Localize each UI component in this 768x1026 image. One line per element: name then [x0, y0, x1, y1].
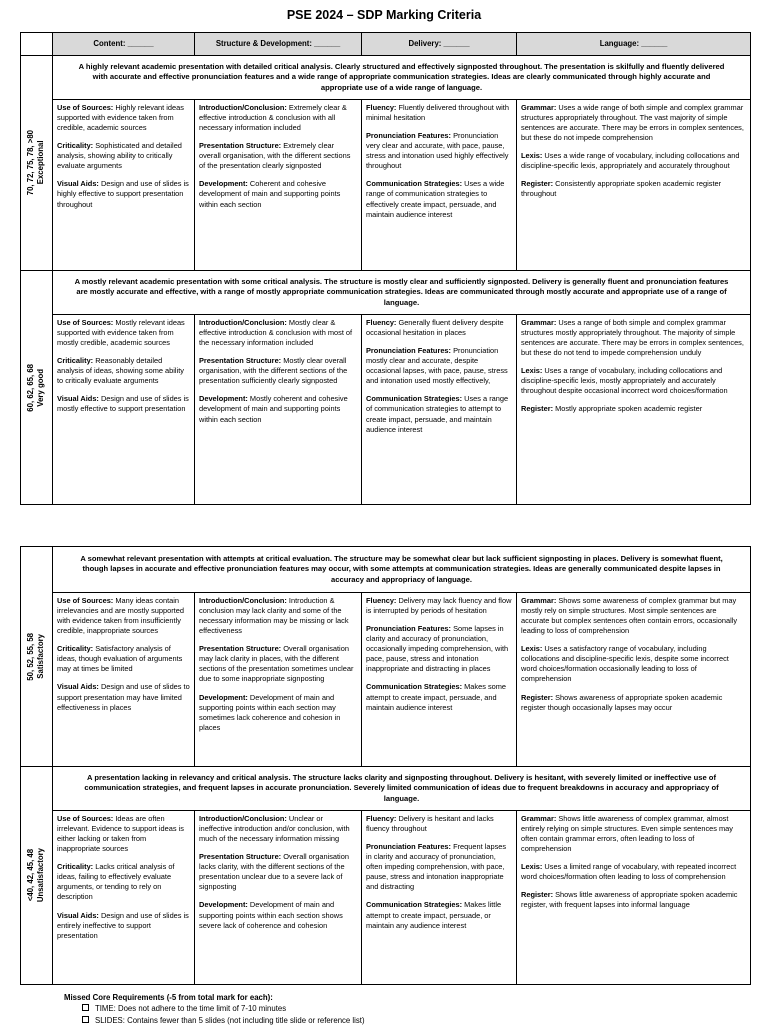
- criterion-item: [521, 179, 746, 199]
- criterion-label: Register:: [521, 890, 554, 900]
- criterion-label: Pronunciation Features:: [366, 624, 452, 634]
- criterion-item: [199, 394, 357, 424]
- band-label-satisfactory: [21, 547, 53, 767]
- criterion-label: Communication Strategies:: [366, 682, 463, 692]
- criterion-text: Overall organisation may lack clarity in places, with the different sections of the presentation sometimes unclear due to some inappropriate signposting: [199, 644, 354, 684]
- criterion-item: [199, 644, 357, 684]
- criterion-item: [521, 693, 746, 713]
- criterion-item: [521, 890, 746, 910]
- criterion-label: Criticality:: [57, 862, 94, 872]
- criterion-item: [57, 103, 190, 133]
- criterion-label: Criticality:: [57, 141, 94, 151]
- criterion-text: Uses a satisfactory range of vocabulary, including collocations and discipline-specific lexis, despite some incorrect word choices/formation occasionally leading to loss of comprehension: [521, 644, 729, 684]
- criterion-text: Uses a range of both simple and complex grammar structures mostly appropriately throughout. The majority of simple sentences are accurate. There may be errors in complex sentences, but these do not tend to impede comprehension unduly: [521, 318, 744, 358]
- criterion-text: Shows little awareness of appropriate spoken academic register, with frequent lapses into informal language: [521, 890, 738, 910]
- criterion-item: [366, 103, 512, 123]
- criterion-label: Fluency:: [366, 103, 397, 112]
- criterion-text: Delivery is hesitant and lacks fluency throughout: [366, 814, 494, 834]
- criterion-label: Grammar:: [521, 103, 557, 112]
- criterion-item: [57, 318, 190, 348]
- criterion-item: [366, 682, 512, 712]
- criterion-item: [57, 141, 190, 171]
- page-title: PSE 2024 – SDP Marking Criteria: [286, 8, 482, 22]
- criterion-label: Use of Sources:: [57, 814, 114, 823]
- criterion-label: Development:: [199, 900, 248, 910]
- criteria-cell: [195, 593, 362, 767]
- criterion-item: [57, 394, 190, 414]
- criterion-item: [57, 179, 190, 209]
- criterion-text: Introduction & conclusion may lack clarity and some of the necessary information may be missing or lack effectiveness: [199, 596, 349, 636]
- criterion-label: Lexis:: [521, 366, 543, 376]
- criterion-text: Coherent and cohesive development of main and supporting points within each section: [199, 179, 341, 209]
- criteria-cell: [517, 811, 751, 985]
- criterion-label: Visual Aids:: [57, 910, 99, 920]
- criterion-item: [57, 911, 190, 941]
- criterion-text: Frequent lapses in clarity and accuracy of pronunciation, often impeding comprehension, with pace, pause, stress and intonation inappropriate and distracting: [366, 842, 507, 892]
- criterion-label: Introduction/Conclusion:: [199, 103, 287, 112]
- band-criteria-row: [21, 593, 751, 767]
- criterion-text: Design and use of slides is highly effective to support presentation throughout: [57, 179, 189, 209]
- criterion-text: Uses a wide range of both simple and complex grammar structures appropriately throughout. The vast majority of simple sentences are accurate. There may be errors in complex sentences, but these do not impede comprehension: [521, 103, 744, 143]
- criterion-item: [366, 624, 512, 674]
- checkbox-icon: [82, 1016, 89, 1023]
- criterion-label: Communication Strategies:: [366, 179, 463, 189]
- criterion-item: [199, 103, 357, 133]
- band-scores: 50, 52, 55, 58: [26, 632, 36, 681]
- criterion-label: Lexis:: [521, 644, 543, 654]
- band-summary: A presentation lacking in relevancy and critical analysis. The structure lacks clarity and signposting throughout. Delivery is hesitant, with severely limited or ineffective use of communication strategies, and frequent lapses in accurate pronunciation. Severely limited communication of ideas due to frequent breakdowns in accuracy and appropriacy of language.: [53, 767, 751, 811]
- criteria-cell: [362, 315, 517, 505]
- criterion-text: Highly relevant ideas supported with evidence taken from credible, academic sources: [57, 103, 184, 133]
- notes-item-text: TIME: Does not adhere to the time limit of 7-10 minutes: [95, 1004, 287, 1014]
- criterion-text: Pronunciation mostly clear and accurate, despite occasional lapses, with pace, pause, stress and intonation used mostly effectively,: [366, 346, 508, 386]
- criterion-item: [199, 814, 357, 844]
- band-criteria-row: [21, 100, 751, 271]
- criterion-label: Visual Aids:: [57, 179, 99, 189]
- checkbox-icon: [82, 1004, 89, 1011]
- criterion-text: Shows awareness of appropriate spoken academic register though occasionally lapses may occur: [521, 692, 723, 712]
- criterion-label: Lexis:: [521, 151, 543, 161]
- criterion-item: [521, 814, 746, 854]
- band-label-exceptional: [21, 56, 53, 271]
- criterion-label: Fluency:: [366, 814, 397, 823]
- criterion-item: [199, 900, 357, 930]
- criterion-text: Design and use of slides is entirely ineffective to support presentation: [57, 910, 189, 940]
- criterion-label: Grammar:: [521, 596, 557, 605]
- criterion-text: Extremely clear & effective introduction & conclusion with all necessary information included: [199, 103, 347, 133]
- missed-core-requirements: [64, 992, 365, 1026]
- criterion-item: [521, 644, 746, 684]
- band-summary-row: [21, 547, 751, 593]
- criterion-item: [57, 814, 190, 854]
- criteria-cell: [53, 593, 195, 767]
- criterion-label: Pronunciation Features:: [366, 131, 452, 141]
- criteria-cell: [362, 811, 517, 985]
- criterion-text: Development of main and supporting points within each section shows severe lack of coherence and cohesion: [199, 900, 343, 930]
- criterion-text: Uses a range of vocabulary, including collocations and discipline-specific lexis, mostly appropriately and accurately throughout despite occasional incorrect word choices/formation: [521, 366, 728, 396]
- criterion-item: [366, 900, 512, 930]
- band-summary: A mostly relevant academic presentation with some critical analysis. The structure is mostly clear and sufficiently signposted. Delivery is generally fluent and pronunciation features are mostly accurate and effective, with a range of mostly appropriate communication strategies. Ideas are communicated through mostly accurate and appropriate use of a range of language.: [53, 271, 751, 315]
- criterion-label: Use of Sources:: [57, 318, 114, 327]
- criterion-text: Fluently delivered throughout with minimal hesitation: [366, 103, 509, 123]
- band-criteria-row: [21, 315, 751, 505]
- criterion-label: Register:: [521, 404, 554, 414]
- rubric-table-top: [20, 32, 751, 505]
- criterion-label: Register:: [521, 692, 554, 702]
- criterion-item: [366, 842, 512, 892]
- header-content: Content: ______: [53, 33, 195, 56]
- header-language: Language: ______: [517, 33, 751, 56]
- criterion-item: [521, 404, 746, 414]
- criterion-text: Pronunciation very clear and accurate, with pace, pause, stress and intonation used highly effectively throughout: [366, 131, 509, 171]
- criterion-item: [366, 179, 512, 219]
- rubric-table-bottom: [20, 546, 751, 985]
- criterion-label: Criticality:: [57, 644, 94, 654]
- criterion-item: [57, 682, 190, 712]
- criterion-item: [199, 141, 357, 171]
- criterion-text: Makes some attempt to create impact, persuade, and maintain audience interest: [366, 682, 507, 712]
- criterion-text: Mostly coherent and cohesive development of main and supporting points within each section: [199, 394, 348, 424]
- criterion-label: Presentation Structure:: [199, 852, 282, 862]
- criterion-text: Shows little awareness of complex grammar, almost entirely relying on simple structures. Even simple sentences may often contain grammar errors, often leading to loss of comprehension: [521, 814, 733, 854]
- criterion-text: Mostly clear & effective introduction & conclusion with most of the necessary information included: [199, 318, 353, 348]
- criterion-label: Pronunciation Features:: [366, 842, 452, 852]
- criterion-item: [57, 596, 190, 636]
- criterion-text: Delivery may lack fluency and flow is interrupted by periods of hesitation: [366, 596, 512, 616]
- criterion-label: Pronunciation Features:: [366, 346, 452, 356]
- criterion-text: Mostly relevant ideas supported with evidence taken from mostly credible, academic sources: [57, 318, 185, 348]
- criterion-item: [199, 356, 357, 386]
- criterion-label: Presentation Structure:: [199, 356, 282, 366]
- band-label-very-good: [21, 271, 53, 505]
- criteria-cell: [195, 811, 362, 985]
- band-scores: <40, 42, 45, 48: [26, 849, 36, 902]
- criterion-item: [366, 131, 512, 171]
- band-name: Very good: [36, 368, 46, 407]
- band-summary: A highly relevant academic presentation with detailed critical analysis. Clearly structured and effectively signposted throughout. The presentation is skilfully and fluently delivered with accurate and effective pronunciation features and a wide range of appropriate communication strategies. Ideas are clearly communicated through highly accurate and appropriate use of a wide range of language.: [53, 56, 751, 100]
- criterion-text: Mostly appropriate spoken academic register: [553, 404, 703, 414]
- criterion-text: Consistently appropriate spoken academic register throughout: [521, 179, 722, 199]
- notes-title: Missed Core Requirements (-5 from total mark for each):: [64, 993, 273, 1002]
- criteria-cell: [53, 811, 195, 985]
- criterion-item: [521, 596, 746, 636]
- criterion-label: Criticality:: [57, 356, 94, 366]
- criteria-cell: [517, 315, 751, 505]
- criterion-item: [521, 318, 746, 358]
- criterion-item: [521, 862, 746, 882]
- criterion-item: [199, 179, 357, 209]
- criterion-text: Some lapses in clarity and accuracy of pronunciation, occasionally impeding comprehension, with pace, pause, stress and intonation inappropriate and distracting in places: [366, 624, 509, 674]
- criterion-label: Communication Strategies:: [366, 900, 463, 910]
- criterion-text: Unclear or ineffective introduction and/or conclusion, with much of the necessary information missing: [199, 814, 350, 844]
- criterion-item: [521, 103, 746, 143]
- criterion-item: [199, 852, 357, 892]
- criterion-label: Development:: [199, 692, 248, 702]
- criterion-text: Makes little attempt to create impact, persuade, or maintain any audience interest: [366, 900, 502, 930]
- criterion-label: Introduction/Conclusion:: [199, 596, 287, 605]
- criteria-cell: [362, 100, 517, 271]
- criterion-label: Visual Aids:: [57, 682, 99, 692]
- notes-item-text: SLIDES: Contains fewer than 5 slides (not including title slide or reference list): [95, 1015, 365, 1025]
- band-summary-row: [21, 767, 751, 811]
- criteria-cell: [517, 100, 751, 271]
- criterion-text: Overall organisation lacks clarity, with the different sections of the presentation unclear due to a severe lack of signposting: [199, 852, 349, 892]
- criterion-text: Sophisticated and detailed analysis, showing ability to critically evaluate arguments: [57, 141, 182, 171]
- criteria-cell: [195, 100, 362, 271]
- criterion-text: Uses a range of communication strategies to attempt to create impact, persuade, and maintain audience interest: [366, 394, 509, 434]
- criterion-label: Development:: [199, 179, 248, 189]
- header-row: [21, 33, 751, 56]
- header-delivery: Delivery: ______: [362, 33, 517, 56]
- criterion-label: Introduction/Conclusion:: [199, 318, 287, 327]
- criterion-label: Use of Sources:: [57, 596, 114, 605]
- criterion-label: Grammar:: [521, 318, 557, 327]
- criterion-item: [57, 862, 190, 902]
- criterion-label: Presentation Structure:: [199, 141, 282, 151]
- criterion-label: Fluency:: [366, 596, 397, 605]
- criterion-item: [521, 151, 746, 171]
- band-label-unsatisfactory: [21, 767, 53, 985]
- criteria-cell: [362, 593, 517, 767]
- criterion-label: Use of Sources:: [57, 103, 114, 112]
- criterion-item: [57, 356, 190, 386]
- notes-item: [64, 1015, 365, 1026]
- criterion-text: Uses a limited range of vocabulary, with repeated incorrect word choices/formation often leading to loss of comprehension: [521, 862, 737, 882]
- criterion-item: [366, 394, 512, 434]
- criteria-cell: [53, 100, 195, 271]
- band-summary-row: [21, 271, 751, 315]
- header-structure: Structure & Development: ______: [195, 33, 362, 56]
- criterion-label: Communication Strategies:: [366, 394, 463, 404]
- criterion-label: Development:: [199, 394, 248, 404]
- criterion-item: [521, 366, 746, 396]
- criterion-text: Extremely clear overall organisation, with the different sections of the presentation clearly signposted: [199, 141, 351, 171]
- criterion-label: Presentation Structure:: [199, 644, 282, 654]
- criterion-text: Shows some awareness of complex grammar but may mostly rely on simple structures. Most simple sentences are accurate but complex sentences often contain errors, occasionally leading to loss of comprehension: [521, 596, 738, 636]
- criterion-text: Uses a wide range of vocabulary, including collocations and discipline-specific lexis, appropriately and accurately throughout: [521, 151, 740, 171]
- criteria-cell: [517, 593, 751, 767]
- criterion-label: Fluency:: [366, 318, 397, 327]
- criterion-text: Mostly clear overall organisation, with the different sections of the presentation sufficiently clearly signposted: [199, 356, 348, 386]
- criteria-cell: [195, 315, 362, 505]
- criterion-text: Development of main and supporting points within each section may sometimes lack coherence and cohesion in places: [199, 692, 341, 732]
- criterion-text: Design and use of slides to support presentation may have limited effectiveness in places: [57, 682, 190, 712]
- criterion-label: Visual Aids:: [57, 394, 99, 404]
- criterion-text: Many ideas contain irrelevancies and are mostly supported with evidence taken from insufficiently credible, inappropriate sources: [57, 596, 184, 636]
- band-summary-row: [21, 56, 751, 100]
- criterion-text: Ideas are often irrelevant. Evidence to support ideas is either lacking or taken from inappropriate sources: [57, 814, 184, 854]
- band-name: Satisfactory: [36, 634, 46, 679]
- criterion-item: [57, 644, 190, 674]
- criteria-cell: [53, 315, 195, 505]
- criterion-text: Generally fluent delivery despite occasional hesitation in places: [366, 318, 504, 338]
- criterion-label: Grammar:: [521, 814, 557, 823]
- band-scores: 60, 62, 65, 68: [26, 363, 36, 412]
- band-scores: 70, 72, 75, 78, >80: [26, 130, 36, 196]
- band-name: Unsatisfactory: [36, 848, 46, 903]
- criterion-item: [199, 693, 357, 733]
- criterion-text: Design and use of slides is mostly effective to support presentation: [57, 394, 189, 414]
- criterion-label: Lexis:: [521, 862, 543, 872]
- band-name: Exceptional: [36, 141, 46, 185]
- criterion-item: [199, 318, 357, 348]
- criterion-item: [199, 596, 357, 636]
- criterion-item: [366, 596, 512, 616]
- notes-item: [64, 1003, 365, 1014]
- band-summary: A somewhat relevant presentation with attempts at critical evaluation. The structure may be somewhat clear but lack sufficient signposting in places. Delivery is somewhat fluent, though lapses in accurate and effective pronunciation features may occur, with some attempts at communication strategies. Ideas are generally communicated despite lapses in accuracy and appropriacy of language.: [53, 547, 751, 593]
- criterion-label: Introduction/Conclusion:: [199, 814, 287, 823]
- criterion-item: [366, 318, 512, 338]
- criterion-label: Register:: [521, 179, 554, 189]
- band-criteria-row: [21, 811, 751, 985]
- criterion-text: Lacks critical analysis of ideas, failing to effectively evaluate arguments, or tending to rely on description: [57, 862, 175, 902]
- criterion-text: Satisfactory analysis of ideas, though evaluation of arguments may at times be limited: [57, 644, 183, 674]
- criterion-text: Uses a wide range of communication strategies to effectively create impact, persuade, and maintain audience interest: [366, 179, 505, 219]
- criterion-item: [366, 346, 512, 386]
- header-corner: [21, 33, 53, 56]
- criterion-text: Reasonably detailed analysis of ideas, showing some ability to critically evaluate arguments: [57, 356, 184, 386]
- criterion-item: [366, 814, 512, 834]
